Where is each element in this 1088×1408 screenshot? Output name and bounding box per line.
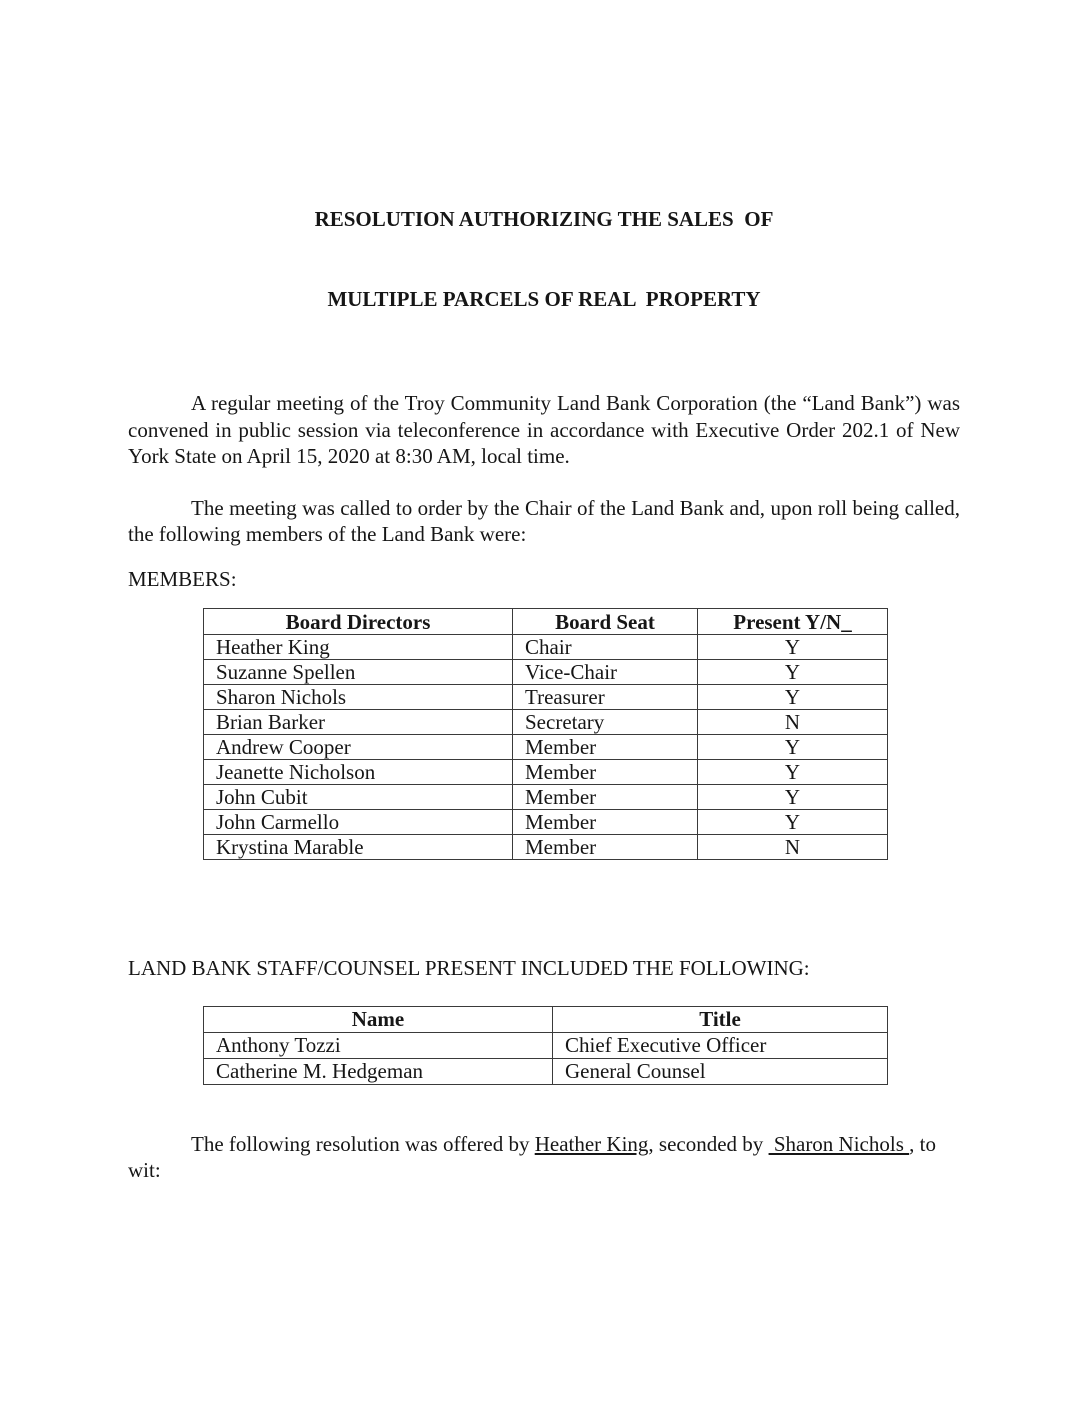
column-header-board-directors: Board Directors <box>204 609 513 635</box>
closing-text-4: wit: <box>128 1158 161 1182</box>
document-title-line1: RESOLUTION AUTHORIZING THE SALES OF <box>314 207 774 231</box>
table-cell: Anthony Tozzi <box>204 1032 553 1058</box>
table-row <box>204 835 888 860</box>
table-cell: John Cubit <box>204 785 513 810</box>
table-row <box>204 660 888 685</box>
table-row <box>204 810 888 835</box>
table-cell: Y <box>698 760 888 785</box>
table-row <box>204 760 888 785</box>
table-row <box>204 685 888 710</box>
table-cell: N <box>698 835 888 860</box>
closing-text-3: , to <box>909 1131 936 1156</box>
table-cell: Chief Executive Officer <box>553 1032 888 1058</box>
staff-heading: LAND BANK STAFF/COUNSEL PRESENT INCLUDED THE FOLLOWING: <box>128 956 810 980</box>
members-table <box>203 608 888 860</box>
column-header-name: Name <box>204 1006 553 1032</box>
table-row <box>204 1058 888 1084</box>
roll-call-paragraph: The meeting was called to order by the Chair of the Land Bank and, upon roll being called, the following members of the Land Bank were: <box>128 495 960 546</box>
table-row <box>204 785 888 810</box>
table-cell: Y <box>698 685 888 710</box>
staff-table-body <box>204 1032 888 1084</box>
table-cell: Y <box>698 810 888 835</box>
table-cell: Catherine M. Hedgeman <box>204 1058 553 1084</box>
opening-paragraph: A regular meeting of the Troy Community Land Bank Corporation (the “Land Bank”) was convened in public session via teleconference in accordance with Executive Order 202.1 of New York State on April 15, 2020 at 8:30 AM, local time. <box>128 391 960 468</box>
table-cell: Brian Barker <box>204 710 513 735</box>
closing-text-1: The following resolution was offered by <box>191 1131 535 1156</box>
table-cell: Y <box>698 785 888 810</box>
table-cell: John Carmello <box>204 810 513 835</box>
table-cell: Y <box>698 735 888 760</box>
staff-table-header <box>204 1006 888 1032</box>
table-cell: Secretary <box>513 710 698 735</box>
members-table-header <box>204 609 888 635</box>
table-cell: Y <box>698 635 888 660</box>
table-cell: Member <box>513 810 698 835</box>
table-row <box>204 635 888 660</box>
table-cell: Sharon Nichols <box>204 685 513 710</box>
table-cell: Member <box>513 735 698 760</box>
table-cell: Member <box>513 835 698 860</box>
table-cell: Member <box>513 760 698 785</box>
table-header-row <box>204 609 888 635</box>
table-row <box>204 1032 888 1058</box>
table-cell: General Counsel <box>553 1058 888 1084</box>
closing-paragraph <box>128 1131 960 1184</box>
table-cell: Krystina Marable <box>204 835 513 860</box>
table-cell: Heather King <box>204 635 513 660</box>
table-cell: Suzanne Spellen <box>204 660 513 685</box>
table-row <box>204 710 888 735</box>
column-header-title: Title <box>553 1006 888 1032</box>
table-cell: Vice-Chair <box>513 660 698 685</box>
table-header-row <box>204 1006 888 1032</box>
document-title <box>128 153 960 365</box>
document-title-line2: MULTIPLE PARCELS OF REAL PROPERTY <box>327 286 761 311</box>
column-header-board-seat: Board Seat <box>513 609 698 635</box>
members-table-body <box>204 635 888 860</box>
seconded-by-name: Sharon Nichols <box>768 1131 910 1156</box>
table-cell: N <box>698 710 888 735</box>
staff-table <box>203 1006 888 1085</box>
table-cell: Jeanette Nicholson <box>204 760 513 785</box>
offered-by-name: Heather King <box>534 1131 649 1156</box>
table-row <box>204 735 888 760</box>
table-cell: Chair <box>513 635 698 660</box>
table-cell: Treasurer <box>513 685 698 710</box>
table-cell: Y <box>698 660 888 685</box>
members-heading: MEMBERS: <box>128 566 237 591</box>
column-header-present: Present Y/N_ <box>698 609 888 635</box>
table-cell: Member <box>513 785 698 810</box>
closing-text-2: , seconded by <box>648 1131 769 1156</box>
table-cell: Andrew Cooper <box>204 735 513 760</box>
